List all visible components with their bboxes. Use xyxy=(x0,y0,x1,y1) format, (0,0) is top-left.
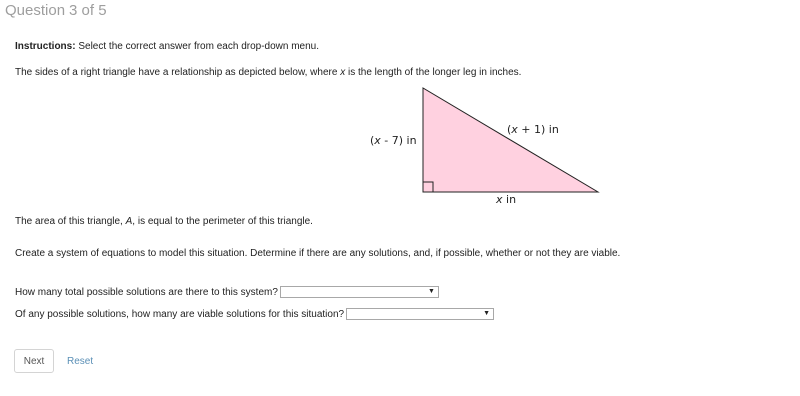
question-1-text: How many total possible solutions are there to this system? xyxy=(15,286,278,298)
instructions-label: Instructions: xyxy=(15,41,76,52)
bottom-leg-label xyxy=(496,193,516,206)
sides-variable: x xyxy=(340,67,346,78)
next-button[interactable]: Next xyxy=(14,349,54,373)
reset-link[interactable]: Reset xyxy=(67,356,94,367)
dropdown-arrow-icon: ▼ xyxy=(483,310,491,317)
hypotenuse-variable: x xyxy=(511,123,518,136)
area-variable: A xyxy=(125,216,133,227)
hypotenuse-label xyxy=(507,123,559,136)
left-leg-label xyxy=(370,134,417,147)
bottom-leg-rest: in xyxy=(502,193,517,206)
area-statement xyxy=(15,216,313,227)
solutions-count-dropdown[interactable] xyxy=(280,286,439,298)
hypotenuse-open: ( xyxy=(507,123,512,136)
question-row-1 xyxy=(15,286,439,298)
sides-text-post: is the length of the longer leg in inches. xyxy=(345,67,522,78)
left-leg-rest: - 7) in xyxy=(380,134,417,147)
dropdown-arrow-icon: ▼ xyxy=(427,288,435,295)
sides-text-pre: The sides of a right triangle have a relationship as depicted below, where xyxy=(15,67,341,78)
question-row-2 xyxy=(15,308,494,320)
question-word: Question xyxy=(5,2,66,19)
area-text-pre: The area of this triangle, xyxy=(15,216,126,227)
left-leg-open: ( xyxy=(370,134,375,147)
instructions-text: Select the correct answer from each drop-down menu. xyxy=(75,41,320,52)
task-statement: Create a system of equations to model this situation. Determine if there are any solutions, and, if possible, whether or not they are viable. xyxy=(15,248,621,259)
triangle-shape xyxy=(423,88,598,192)
hypotenuse-rest: + 1) in xyxy=(517,123,559,136)
left-leg-variable: x xyxy=(374,134,381,147)
question-2-text: Of any possible solutions, how many are viable solutions for this situation? xyxy=(15,308,345,320)
bottom-leg-variable: x xyxy=(496,193,503,206)
question-index: 3 of 5 xyxy=(69,2,107,19)
area-text-post: , is equal to the perimeter of this triangle. xyxy=(132,216,313,227)
viable-solutions-dropdown[interactable] xyxy=(346,308,494,320)
